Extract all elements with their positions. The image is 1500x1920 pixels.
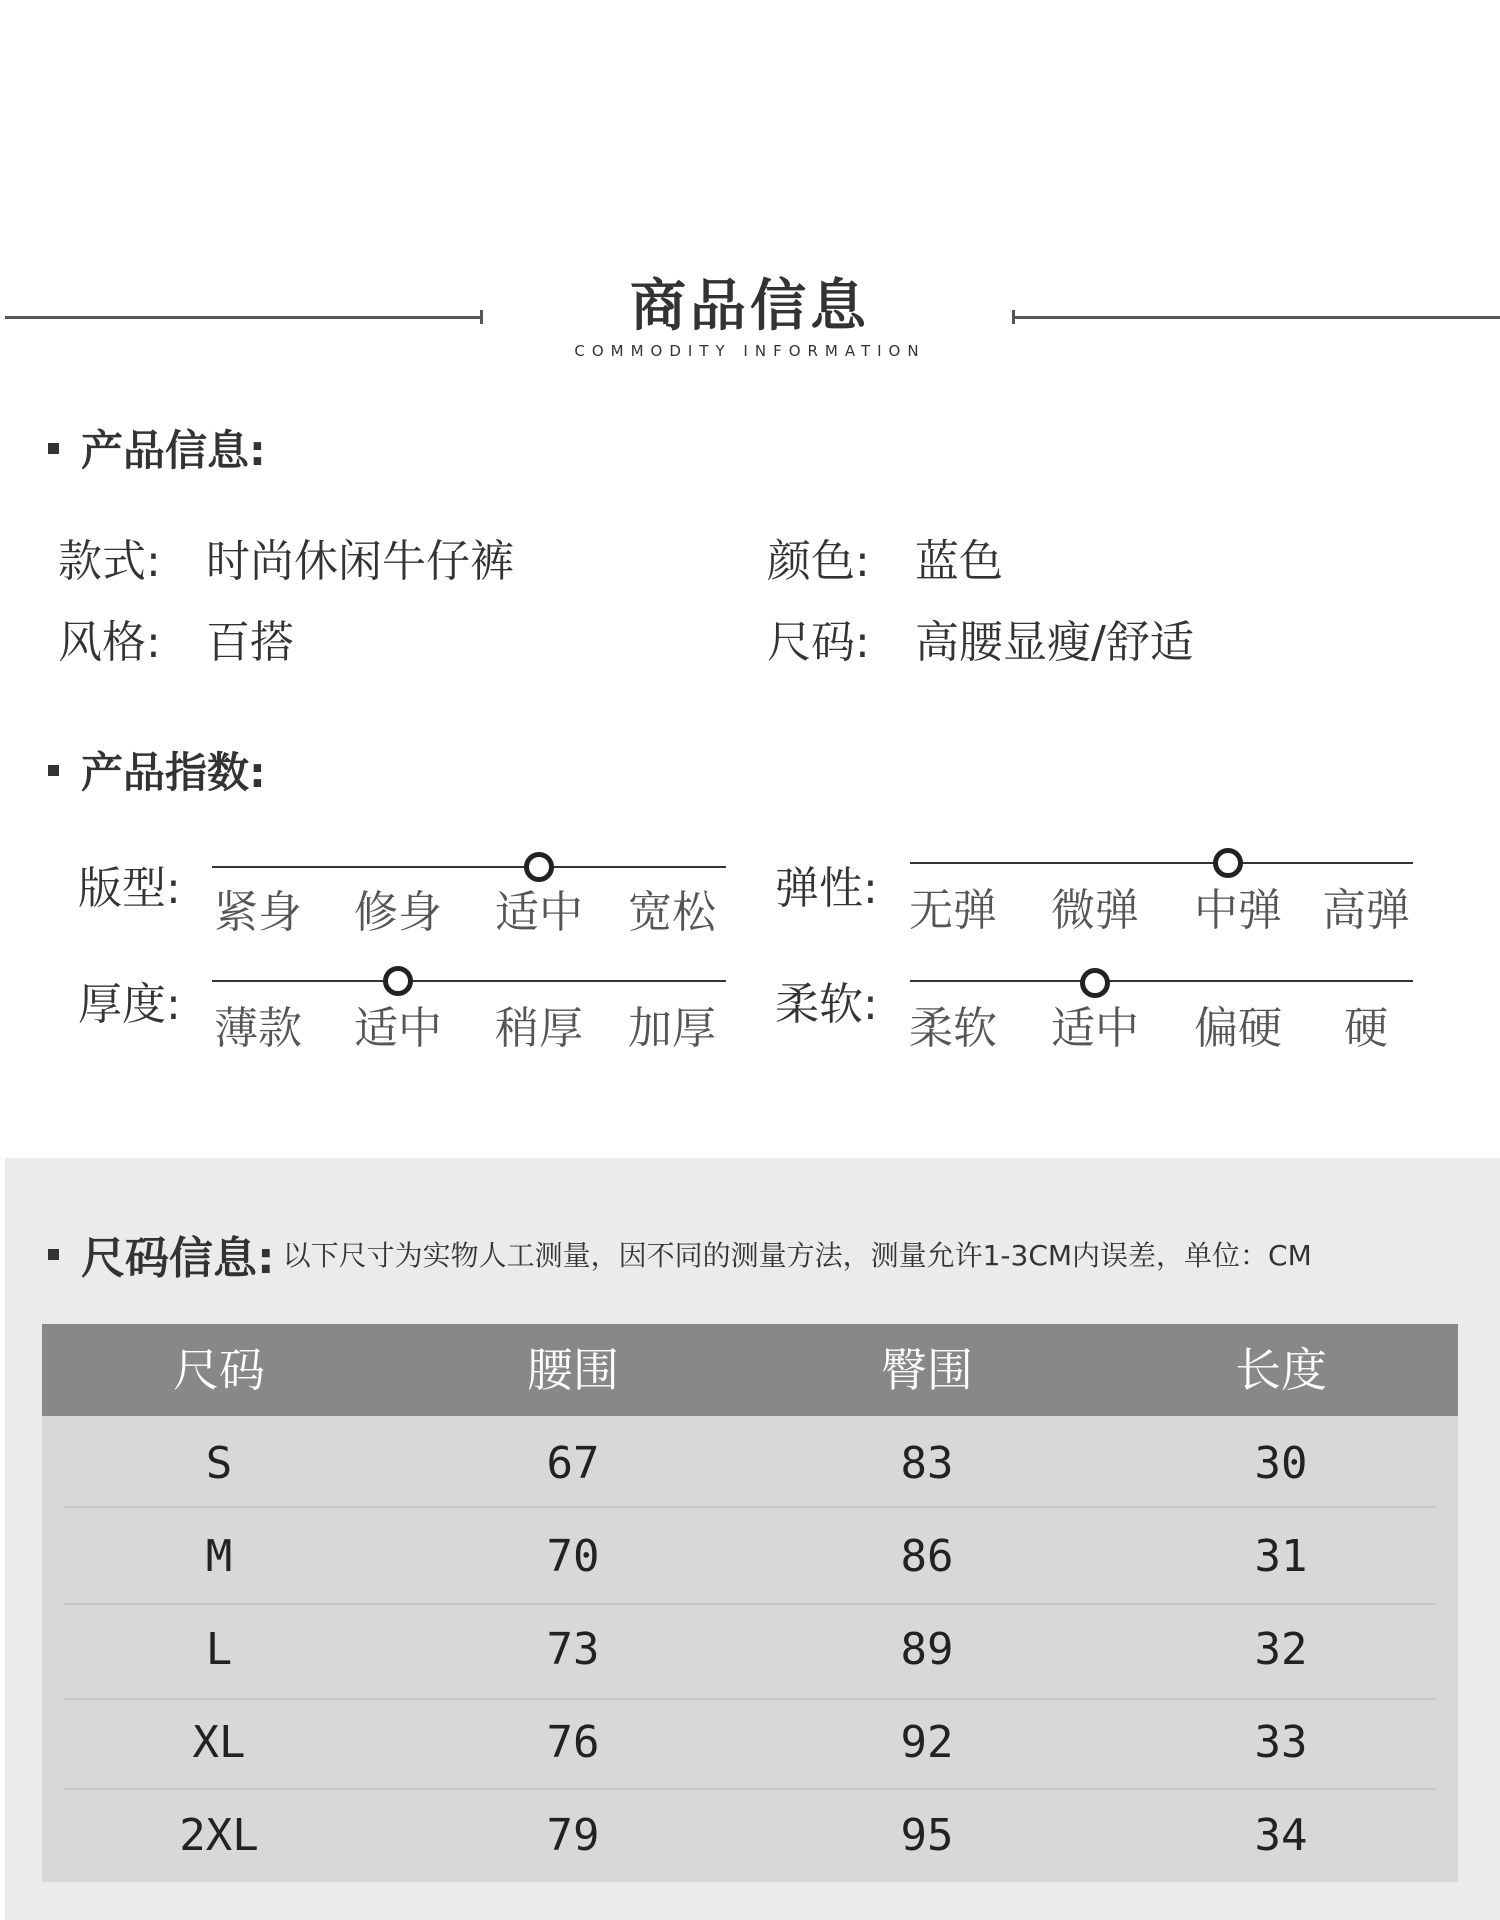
row-divider (64, 1698, 1436, 1700)
scale-elasticity-option: 高弹 (1322, 885, 1410, 936)
field-fashion-label: 风格: (58, 617, 161, 668)
field-color-label: 颜色: (767, 536, 870, 587)
size-table-body (42, 1416, 1458, 1882)
cell-hip: 95 (900, 1810, 954, 1861)
header-divider-right (1012, 316, 1500, 319)
cell-hip: 83 (900, 1438, 954, 1489)
cell-length: 31 (1254, 1531, 1308, 1582)
cell-length: 30 (1254, 1438, 1308, 1489)
scale-fit-label: 版型: (78, 863, 181, 914)
product-info-heading (48, 418, 266, 478)
field-size-label: 尺码: (767, 617, 870, 668)
cell-hip: 89 (900, 1624, 954, 1675)
size-table-header (42, 1324, 1458, 1416)
size-info-heading-text: 尺码信息: (81, 1233, 275, 1284)
scale-softness-option: 硬 (1344, 1003, 1388, 1054)
cell-hip: 92 (900, 1717, 954, 1768)
scale-elasticity-option: 无弹 (909, 885, 997, 936)
bullet-icon (48, 443, 59, 454)
cell-length: 34 (1254, 1810, 1308, 1861)
field-color-value: 蓝色 (915, 536, 1003, 587)
cell-waist: 67 (546, 1438, 600, 1489)
scale-thickness-option: 加厚 (628, 1003, 716, 1054)
scale-thickness-option: 稍厚 (495, 1003, 583, 1054)
page-title: 商品信息 (630, 274, 870, 339)
column-header-size: 尺码 (173, 1343, 265, 1397)
page-subtitle: COMMODITY INFORMATION (574, 342, 926, 360)
scale-softness-option: 适中 (1051, 1003, 1139, 1054)
cell-length: 33 (1254, 1717, 1308, 1768)
field-fashion-value: 百搭 (206, 617, 294, 668)
field-style (58, 525, 514, 589)
scale-softness-option: 偏硬 (1194, 1003, 1282, 1054)
scale-fit-option: 紧身 (214, 887, 302, 938)
row-divider (64, 1788, 1436, 1790)
scale-thickness-option: 薄款 (214, 1003, 302, 1054)
cell-waist: 79 (546, 1810, 600, 1861)
cell-size: S (205, 1438, 233, 1489)
field-size (767, 606, 1194, 670)
cell-size: 2XL (179, 1810, 259, 1861)
header-divider-left-tick (480, 310, 483, 324)
field-size-value: 高腰显瘦/舒适 (915, 617, 1194, 668)
column-header-hip: 臀围 (881, 1343, 973, 1397)
cell-size: M (205, 1531, 233, 1582)
scale-elasticity-option: 中弹 (1194, 885, 1282, 936)
field-color (767, 525, 1003, 589)
scale-elasticity-option: 微弹 (1051, 885, 1139, 936)
bullet-icon (48, 1249, 59, 1260)
scale-elasticity-track (910, 862, 1413, 864)
scale-softness-track (910, 980, 1413, 982)
cell-size: XL (192, 1717, 246, 1768)
column-header-waist: 腰围 (527, 1343, 619, 1397)
scale-fit-option: 修身 (354, 887, 442, 938)
field-style-label: 款式: (58, 536, 161, 587)
cell-waist: 70 (546, 1531, 600, 1582)
scale-elasticity-label: 弹性: (775, 863, 878, 914)
size-info-note: 以下尺寸为实物人工测量，因不同的测量方法，测量允许1-3CM内误差，单位：CM (282, 1239, 1312, 1272)
field-style-value: 时尚休闲牛仔裤 (206, 536, 514, 587)
cell-hip: 86 (900, 1531, 954, 1582)
cell-length: 32 (1254, 1624, 1308, 1675)
scale-thickness-track (212, 980, 726, 982)
product-index-heading (48, 740, 266, 800)
header-divider-left (5, 316, 483, 319)
product-info-heading-text: 产品信息: (81, 426, 266, 475)
size-info-heading (48, 1222, 1312, 1286)
product-index-heading-text: 产品指数: (81, 748, 266, 797)
scale-softness-label: 柔软: (775, 979, 878, 1030)
bullet-icon (48, 765, 59, 776)
scale-thickness-option: 适中 (354, 1003, 442, 1054)
scale-fit-track (212, 866, 726, 868)
scale-fit-option: 宽松 (628, 887, 716, 938)
scale-softness-option: 柔软 (909, 1003, 997, 1054)
scale-thickness-label: 厚度: (78, 979, 181, 1030)
scale-fit-option: 适中 (495, 887, 583, 938)
column-header-length: 长度 (1235, 1343, 1327, 1397)
cell-waist: 73 (546, 1624, 600, 1675)
cell-waist: 76 (546, 1717, 600, 1768)
field-fashion (58, 606, 294, 670)
row-divider (64, 1506, 1436, 1508)
row-divider (64, 1603, 1436, 1605)
cell-size: L (205, 1624, 233, 1675)
